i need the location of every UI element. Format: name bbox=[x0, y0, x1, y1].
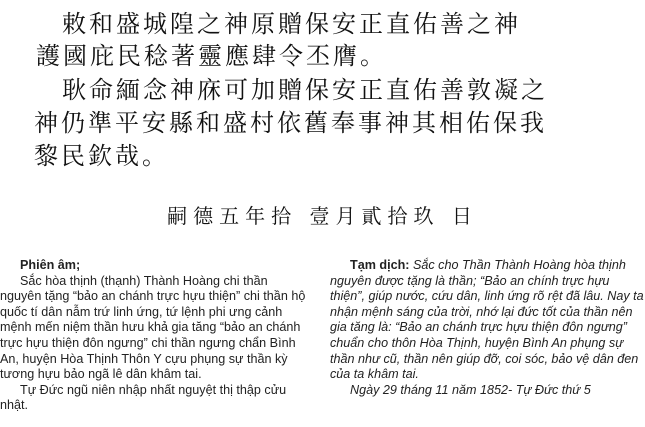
han-nom-line-4: 神仍準平安縣和盛村依舊奉事神其相佑保我 bbox=[34, 109, 547, 137]
han-nom-line-3: 耿命緬念神庥可加贈保安正直佑善敦凝之 bbox=[62, 76, 548, 104]
tam-dich-date: Ngày 29 tháng 11 năm 1852- Tự Đức thứ 5 bbox=[350, 382, 591, 397]
tam-dich-paragraph bbox=[330, 258, 645, 383]
han-nom-line-2: 護國庇民稔著靈應肆令丕膺。 bbox=[36, 42, 387, 70]
han-nom-line-5: 黎民欽哉。 bbox=[34, 142, 169, 170]
phien-am-column bbox=[0, 258, 306, 414]
phien-am-heading: Phiên âm; bbox=[20, 258, 81, 272]
tam-dich-heading: Tạm dịch: bbox=[350, 258, 410, 272]
phien-am-paragraph-1: Sắc hòa thịnh (thạnh) Thành Hoàng chi thần nguyên tặng “bảo an chánh trực hựu thiện” chi thần hộ quốc tí dân nẫm trứ linh ứng, tứ lệnh phi ưng cảnh mệnh mến niệm thần hưu khả gia tăng “bảo an chánh trực hựu thiện đôn ngưng” chi thần ngưng chẩn Bình An, huyện Hòa Thịnh Thôn Y cựu phụng sự thần kỳ tương hựu bảo ngã lê dân khâm tai. bbox=[0, 273, 306, 382]
tam-dich-text: Sắc cho Thần Thành Hoàng hòa thịnh nguyên được tặng là thần; “Bảo an chính trực hựu thiện”, giúp nước, cứu dân, linh ứng rõ rệt đã lâu. Nay ta nhận mệnh sáng của trời, nhớ lại đức tốt của thần nên gia tăng là: “Bảo an chánh trực hựu thiện đôn ngưng” chuẩn cho thôn Hòa Thịnh, huyện Bình An phụng sự thần như cũ, thần nên giúp đỡ, coi sóc, bảo vệ dân đen của ta khâm tai. bbox=[330, 258, 644, 382]
han-nom-date: 嗣德五年拾 壹月貳拾玖 日 bbox=[167, 204, 478, 228]
tam-dich-column bbox=[330, 258, 645, 398]
han-nom-line-1: 敕和盛城隍之神原贈保安正直佑善之神 bbox=[62, 10, 521, 38]
phien-am-paragraph-2: Tự Đức ngũ niên nhập nhất nguyệt thị thập cửu nhật. bbox=[0, 382, 287, 413]
